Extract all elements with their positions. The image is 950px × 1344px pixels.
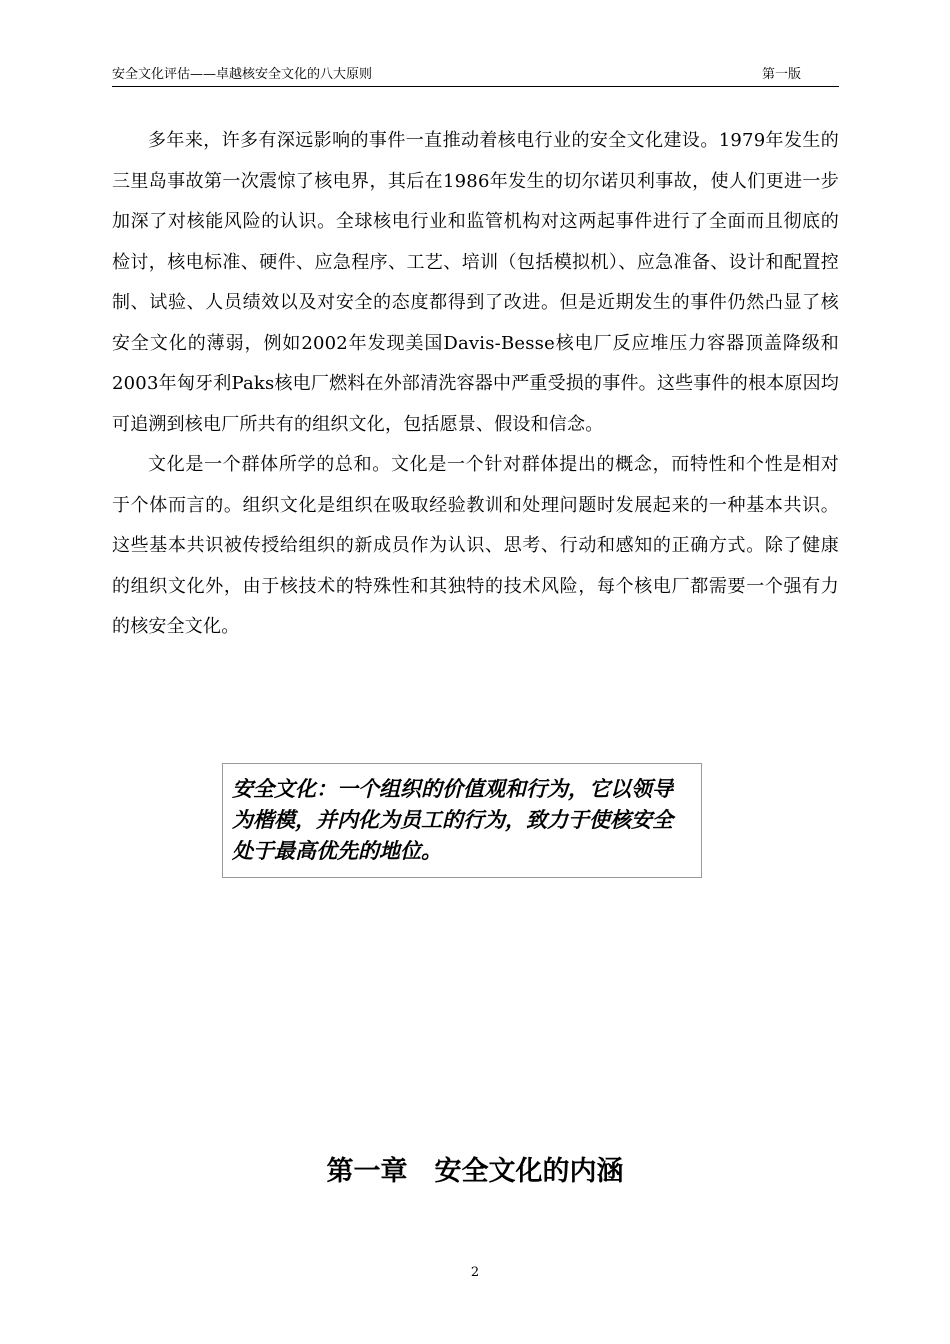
definition-callout: 安全文化：一个组织的价值观和行为，它以领导为楷模，并内化为员工的行为，致力于使核安全处于最高优先的地位。 [222, 763, 702, 878]
paragraph-history: 多年来，许多有深远影响的事件一直推动着核电行业的安全文化建设。1979年发生的三里岛事故第一次震惊了核电界，其后在1986年发生的切尔诺贝利事故，使人们更进一步加深了对核能风险的认识。全球核电行业和监管机构对这两起事件进行了全面而且彻底的检讨，核电标准、硬件、应急程序、工艺、培训（包括模拟机）、应急准备、设计和配置控制、试验、人员绩效以及对安全的态度都得到了改进。但是近期发生的事件仍然凸显了核安全文化的薄弱，例如2002年发现美国Davis-Besse核电厂反应堆压力容器顶盖降级和2003年匈牙利Paks核电厂燃料在外部清洗容器中严重受损的事件。这些事件的根本原因均可追溯到核电厂所共有的组织文化，包括愿景、假设和信念。 [112, 130, 839, 435]
body-text [112, 121, 839, 648]
page-header [112, 66, 839, 87]
page-number: 2 [470, 1265, 480, 1280]
document-title: 安全文化评估——卓越核安全文化的八大原则 [112, 67, 373, 82]
chapter-title: 第一章 安全文化的内涵 [326, 1156, 624, 1187]
edition-label: 第一版 [761, 67, 801, 82]
paragraph-culture: 文化是一个群体所学的总和。文化是一个针对群体提出的概念，而特性和个性是相对于个体而言的。组织文化是组织在吸取经验教训和处理问题时发展起来的一种基本共识。这些基本共识被传授给组织的新成员作为认识、思考、行动和感知的正确方式。除了健康的组织文化外，由于核技术的特殊性和其独特的技术风险，每个核电厂都需要一个强有力的核安全文化。 [112, 454, 839, 637]
